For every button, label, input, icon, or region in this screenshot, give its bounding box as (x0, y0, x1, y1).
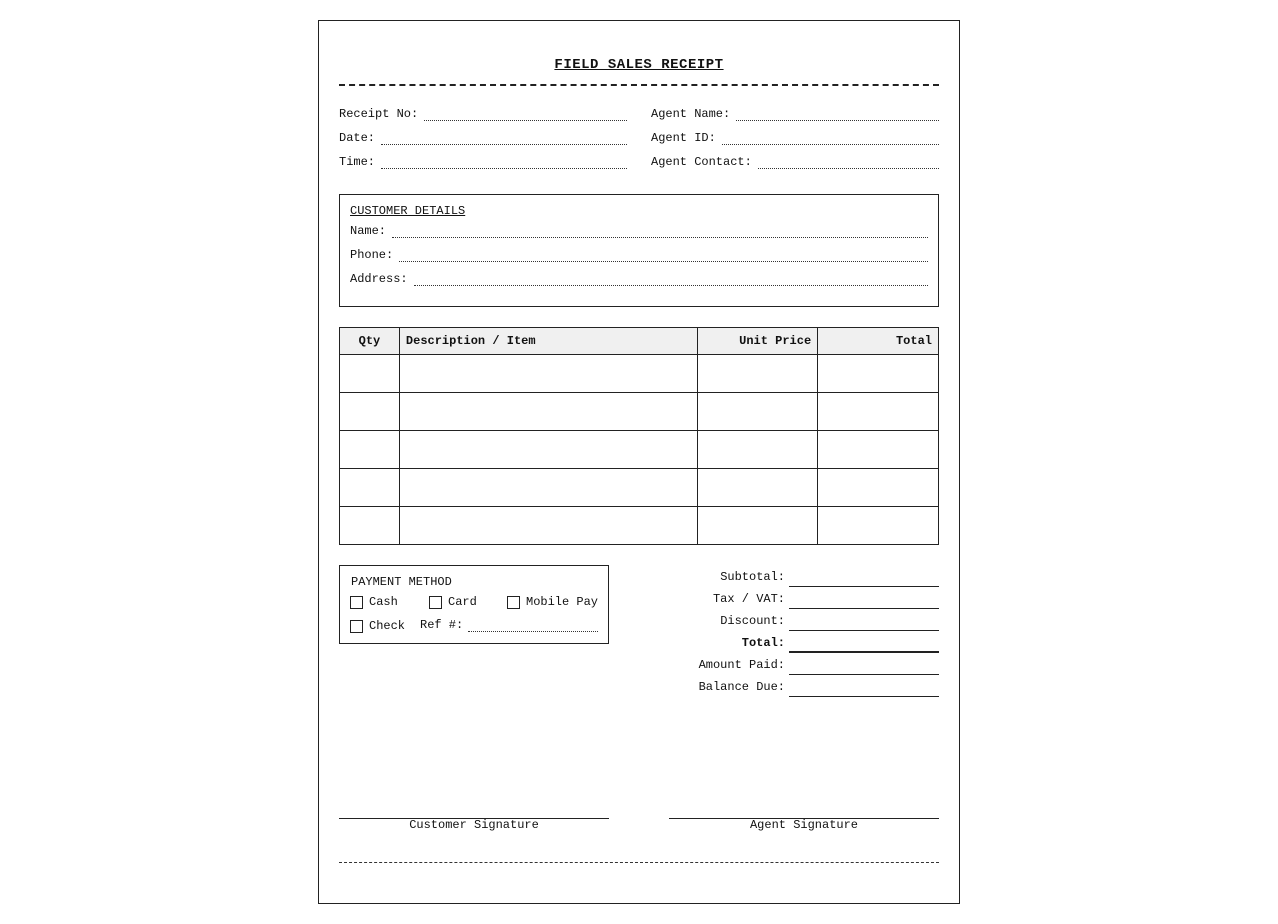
total-cell[interactable] (818, 355, 939, 393)
subtotal-input[interactable] (789, 586, 939, 587)
payment-method-heading: PAYMENT METHOD (351, 575, 452, 589)
tax-input[interactable] (789, 608, 939, 609)
card-option[interactable] (429, 595, 477, 609)
description-cell[interactable] (399, 393, 697, 431)
agent-name-field (651, 105, 939, 121)
total-cell[interactable] (818, 431, 939, 469)
customer-phone-input[interactable] (399, 250, 928, 262)
description-cell[interactable] (399, 469, 697, 507)
total-cell[interactable] (818, 507, 939, 545)
agent-contact-input[interactable] (758, 157, 939, 169)
table-row (340, 431, 939, 469)
balance-due-input[interactable] (789, 696, 939, 697)
time-label: Time: (339, 155, 376, 169)
unit-price-header: Unit Price (698, 328, 818, 355)
card-label: Card (448, 595, 477, 609)
grand-total-row (639, 633, 939, 655)
agent-id-label: Agent ID: (651, 131, 716, 145)
mobile-pay-option[interactable] (507, 595, 598, 609)
receipt-page (318, 20, 960, 904)
qty-cell[interactable] (340, 393, 400, 431)
grand-total-input[interactable] (789, 651, 939, 653)
total-cell[interactable] (818, 469, 939, 507)
agent-signature-label: Agent Signature (749, 818, 859, 832)
total-cell[interactable] (818, 393, 939, 431)
amount-paid-input[interactable] (789, 674, 939, 675)
receipt-no-label: Receipt No: (339, 107, 419, 121)
amount-paid-label: Amount Paid: (698, 658, 785, 672)
payment-method-box (339, 565, 609, 644)
check-label: Check (369, 619, 406, 633)
agent-name-label: Agent Name: (651, 107, 731, 121)
tax-row (639, 589, 939, 611)
mobile-pay-label: Mobile Pay (526, 595, 599, 609)
check-option[interactable] (350, 619, 405, 633)
discount-input[interactable] (789, 630, 939, 631)
balance-due-row (639, 677, 939, 699)
table-row (340, 355, 939, 393)
discount-label: Discount: (720, 614, 785, 628)
items-table (339, 327, 939, 545)
qty-cell[interactable] (340, 431, 400, 469)
description-header: Description / Item (399, 328, 697, 355)
table-row (340, 393, 939, 431)
unit-price-cell[interactable] (698, 393, 818, 431)
unit-price-cell[interactable] (698, 431, 818, 469)
receipt-no-field (339, 105, 627, 121)
description-cell[interactable] (399, 507, 697, 545)
cash-label: Cash (369, 595, 398, 609)
cash-option[interactable] (350, 595, 398, 609)
date-input[interactable] (381, 133, 627, 145)
time-field (339, 153, 627, 169)
total-header: Total (818, 328, 939, 355)
agent-id-field (651, 129, 939, 145)
bottom-divider (339, 862, 939, 863)
ref-label: Ref #: (420, 618, 464, 632)
amount-paid-row (639, 655, 939, 677)
discount-row (639, 611, 939, 633)
cash-checkbox[interactable] (350, 596, 363, 609)
customer-details-box (339, 194, 939, 307)
grand-total-label: Total: (741, 636, 785, 650)
agent-contact-field (651, 153, 939, 169)
customer-name-label: Name: (350, 224, 387, 238)
description-cell[interactable] (399, 431, 697, 469)
unit-price-cell[interactable] (698, 507, 818, 545)
agent-id-input[interactable] (722, 133, 939, 145)
qty-cell[interactable] (340, 355, 400, 393)
customer-address-field (350, 270, 928, 286)
items-table-header (340, 328, 939, 355)
ref-input[interactable] (468, 620, 598, 632)
subtotal-label: Subtotal: (720, 570, 785, 584)
description-cell[interactable] (399, 355, 697, 393)
card-checkbox[interactable] (429, 596, 442, 609)
customer-signature-label: Customer Signature (409, 818, 539, 832)
customer-name-input[interactable] (392, 226, 928, 238)
customer-details-heading: CUSTOMER DETAILS (350, 204, 466, 218)
customer-phone-field (350, 246, 928, 262)
time-input[interactable] (381, 157, 627, 169)
subtotal-row (639, 567, 939, 589)
balance-due-label: Balance Due: (698, 680, 785, 694)
qty-cell[interactable] (340, 469, 400, 507)
unit-price-cell[interactable] (698, 469, 818, 507)
mobile-pay-checkbox[interactable] (507, 596, 520, 609)
table-row (340, 469, 939, 507)
check-checkbox[interactable] (350, 620, 363, 633)
title-divider (339, 84, 939, 86)
date-label: Date: (339, 131, 376, 145)
customer-address-input[interactable] (414, 274, 928, 286)
qty-cell[interactable] (340, 507, 400, 545)
receipt-no-input[interactable] (424, 109, 627, 121)
customer-address-label: Address: (350, 272, 408, 286)
qty-header: Qty (340, 328, 400, 355)
tax-label: Tax / VAT: (712, 592, 785, 606)
agent-contact-label: Agent Contact: (651, 155, 752, 169)
unit-price-cell[interactable] (698, 355, 818, 393)
customer-name-field (350, 222, 928, 238)
receipt-title: FIELD SALES RECEIPT (554, 57, 724, 73)
date-field (339, 129, 627, 145)
table-row (340, 507, 939, 545)
agent-name-input[interactable] (736, 109, 939, 121)
customer-phone-label: Phone: (350, 248, 394, 262)
